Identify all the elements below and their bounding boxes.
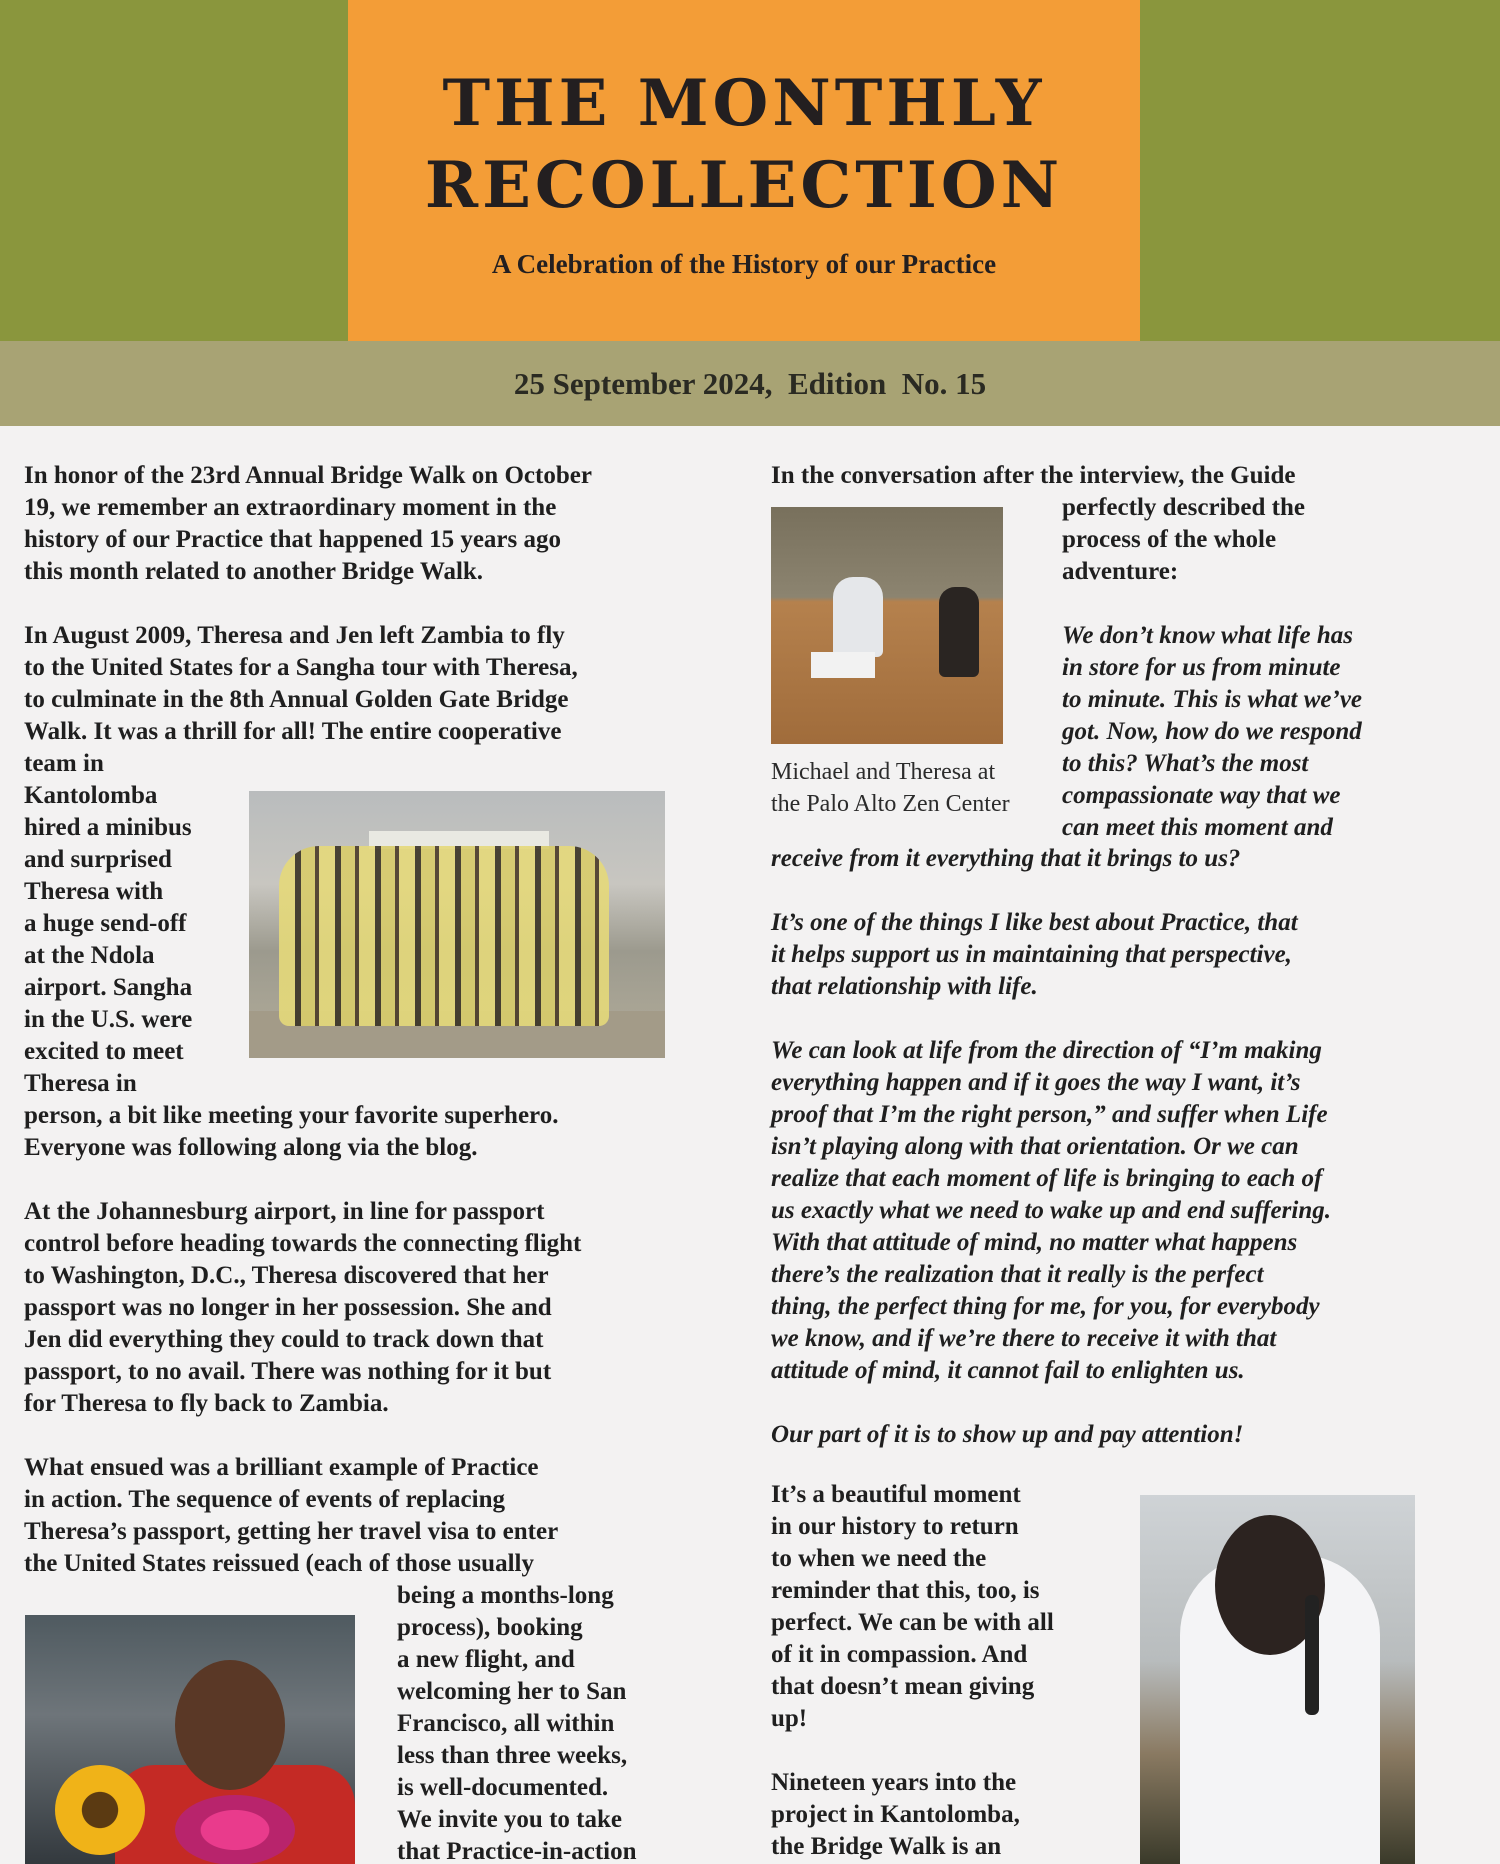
text-line: welcoming her to San	[397, 1678, 627, 1705]
masthead	[348, 0, 1140, 341]
text-line: history of our Practice that happened 15 years ago	[24, 526, 561, 553]
text-line: it helps support us in maintaining that perspective,	[771, 941, 1292, 968]
text-line: realize that each moment of life is bringing to each of	[771, 1165, 1323, 1192]
left-wrap-text-2	[397, 1580, 697, 1864]
text-line: Theresa’s passport, getting her travel visa to enter	[24, 1518, 559, 1545]
left-intro	[24, 460, 684, 748]
text-line: In August 2009, Theresa and Jen left Zambia to fly	[24, 622, 565, 649]
text-line: got. Now, how do we respond	[1062, 718, 1362, 745]
text-line: us exactly what we need to wake up and end suffering.	[771, 1197, 1331, 1224]
text-line: process of the whole	[1062, 526, 1277, 553]
text-line: person, a bit like meeting your favorite superhero.	[24, 1102, 559, 1129]
right-intro	[771, 460, 1471, 492]
photo-woman-with-microphone	[1140, 1495, 1415, 1864]
quote-end: receive from it everything that it brings to us?	[771, 845, 1241, 872]
right-intro-line: In the conversation after the interview, the Guide	[771, 462, 1296, 489]
text-line: proof that I’m the right person,” and suffer when Life	[771, 1101, 1328, 1128]
left-wrap-text	[24, 748, 234, 1100]
masthead-title-line-2: RECOLLECTION	[424, 148, 1064, 223]
text-line: Everyone was following along via the blog.	[24, 1134, 478, 1161]
text-line: passport was no longer in her possession. She and	[24, 1294, 552, 1321]
text-line: perfectly described the	[1062, 494, 1305, 521]
text-line: a huge send-off	[24, 910, 187, 937]
text-line: to this? What’s the most	[1062, 750, 1309, 777]
photo-palo-alto-zen-center	[771, 507, 1003, 744]
text-line: a new flight, and	[397, 1646, 575, 1673]
text-line: the United States reissued (each of those usually	[24, 1550, 534, 1577]
text-line: being a months-long	[397, 1582, 614, 1609]
text-line: At the Johannesburg airport, in line for passport	[24, 1198, 545, 1225]
text-line: We invite you to take	[397, 1806, 622, 1833]
text-line: that relationship with life.	[771, 973, 1038, 1000]
text-line: for Theresa to fly back to Zambia.	[24, 1390, 389, 1417]
text-line: compassionate way that we	[1062, 782, 1341, 809]
right-main-text	[771, 843, 1471, 1483]
text-line: Francisco, all within	[397, 1710, 615, 1737]
dateline: 25 September 2024, Edition No. 15	[0, 341, 1500, 426]
left-main-text	[24, 1100, 684, 1580]
text-line: everything happen and if it goes the way I want, it’s	[771, 1069, 1301, 1096]
text-line: that Practice-in-action	[397, 1838, 637, 1864]
text-line: Nineteen years into the	[771, 1769, 1017, 1796]
text-line: Jen did everything they could to track down that	[24, 1326, 544, 1353]
text-line: hired a minibus	[24, 814, 192, 841]
text-line: there’s the realization that it really is the perfect	[771, 1261, 1264, 1288]
right-wrap-text	[1062, 492, 1462, 620]
text-line: airport. Sangha	[24, 974, 193, 1001]
text-line: Theresa in	[24, 1070, 137, 1097]
text-line: this month related to another Bridge Walk.	[24, 558, 484, 585]
text-line: of it in compassion. And	[771, 1641, 1028, 1668]
text-line: up!	[771, 1705, 808, 1732]
text-line: thing, the perfect thing for me, for you, for everybody	[771, 1293, 1320, 1320]
text-line: perfect. We can be with all	[771, 1609, 1054, 1636]
text-line: to the United States for a Sangha tour with Theresa,	[24, 654, 578, 681]
text-line: In honor of the 23rd Annual Bridge Walk on October	[24, 462, 592, 489]
text-line: isn’t playing along with that orientation. Or we can	[771, 1133, 1299, 1160]
text-line: in the U.S. were	[24, 1006, 193, 1033]
text-line: team in	[24, 750, 104, 777]
text-line: It’s one of the things I like best about Practice, that	[771, 909, 1298, 936]
text-line: that doesn’t mean giving	[771, 1673, 1035, 1700]
text-line: in action. The sequence of events of replacing	[24, 1486, 506, 1513]
text-line: control before heading towards the connecting flight	[24, 1230, 582, 1257]
text-line: Kantolomba	[24, 782, 158, 809]
text-line: We don’t know what life has	[1062, 622, 1354, 649]
group-photo-airport	[249, 791, 665, 1058]
text-line: We can look at life from the direction of “I’m making	[771, 1037, 1322, 1064]
text-line: What ensued was a brilliant example of Practice	[24, 1454, 539, 1481]
text-line: project in Kantolomba,	[771, 1801, 1020, 1828]
text-line: and surprised	[24, 846, 172, 873]
text-line: excited to meet	[24, 1038, 184, 1065]
text-line: the Bridge Walk is an	[771, 1833, 1002, 1860]
text-line: in store for us from minute	[1062, 654, 1341, 681]
right-closing-text	[771, 1479, 1131, 1863]
text-line: reminder that this, too, is	[771, 1577, 1040, 1604]
text-line: Walk. It was a thrill for all! The entire cooperative	[24, 718, 562, 745]
text-line: less than three weeks,	[397, 1742, 628, 1769]
text-line: we know, and if we’re there to receive it with that	[771, 1325, 1277, 1352]
text-line: at the Ndola	[24, 942, 155, 969]
masthead-subtitle: A Celebration of the History of our Practice	[491, 249, 997, 279]
masthead-title-line-1: THE MONTHLY	[442, 66, 1046, 141]
text-line: can meet this moment and	[1062, 814, 1333, 841]
quote-wrap	[1062, 620, 1462, 844]
text-line: is well-documented.	[397, 1774, 609, 1801]
text-line: adventure:	[1062, 558, 1179, 585]
text-line: to when we need the	[771, 1545, 987, 1572]
text-line: It’s a beautiful moment	[771, 1481, 1021, 1508]
text-line: Theresa with	[24, 878, 164, 905]
text-line: to culminate in the 8th Annual Golden Gate Bridge	[24, 686, 569, 713]
photo-caption: Michael and Theresa at the Palo Alto Zen Center	[771, 759, 1010, 817]
photo-woman-with-flowers	[25, 1615, 355, 1864]
text-line: in our history to return	[771, 1513, 1019, 1540]
text-line: attitude of mind, it cannot fail to enlighten us.	[771, 1357, 1245, 1384]
quote-closing: Our part of it is to show up and pay attention!	[771, 1421, 1244, 1448]
text-line: passport, to no avail. There was nothing for it but	[24, 1358, 552, 1385]
text-line: 19, we remember an extraordinary moment in the	[24, 494, 557, 521]
text-line: process), booking	[397, 1614, 583, 1641]
text-line: to minute. This is what we’ve	[1062, 686, 1363, 713]
text-line: to Washington, D.C., Theresa discovered that her	[24, 1262, 549, 1289]
text-line: With that attitude of mind, no matter what happens	[771, 1229, 1298, 1256]
